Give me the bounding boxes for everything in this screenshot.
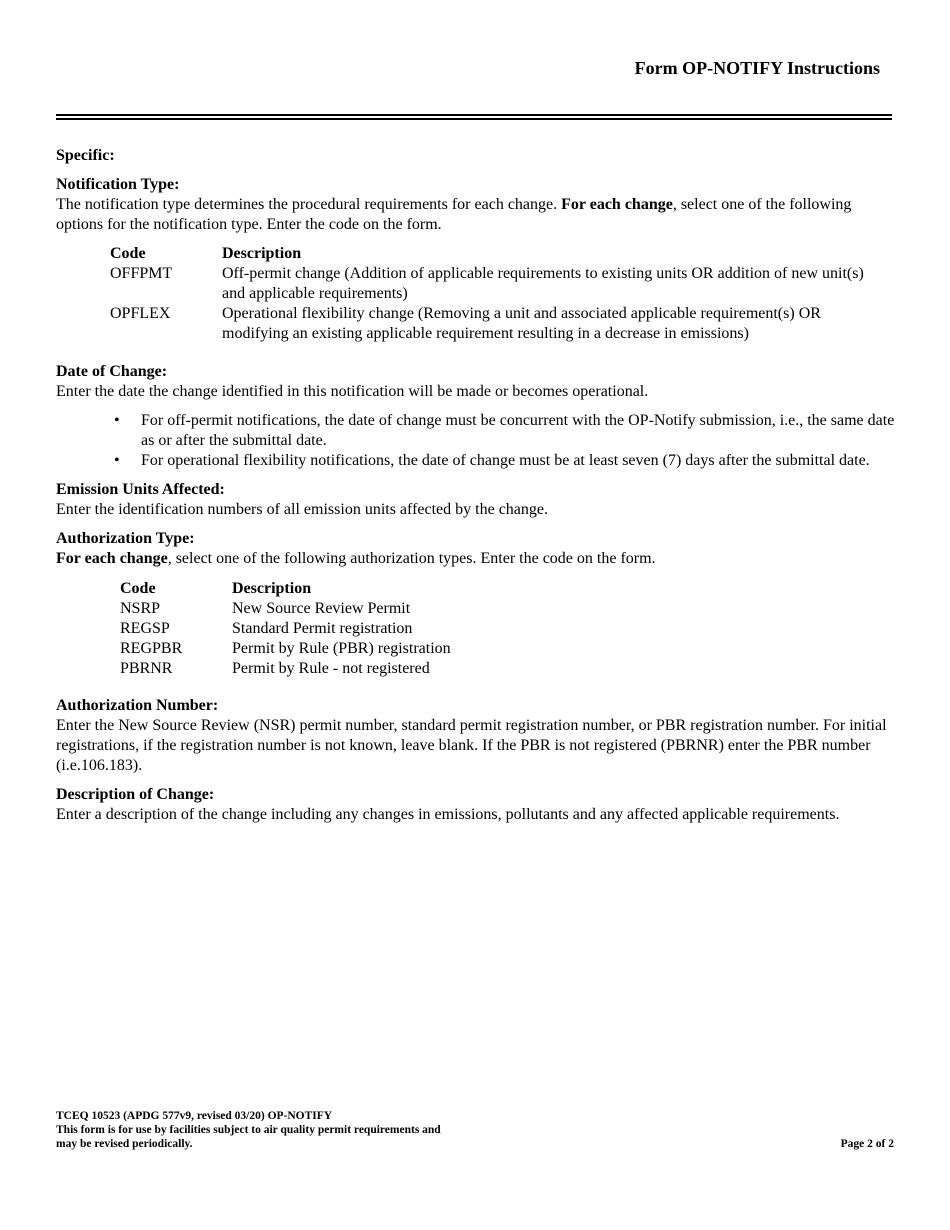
description-cell: Permit by Rule - not registered [232,660,430,677]
form-title: Form OP-NOTIFY Instructions [634,58,880,78]
table-row [110,264,872,304]
authorization-type-heading: Authorization Type: [56,530,195,547]
description-of-change-section [56,785,896,825]
emission-units-text: Enter the identification numbers of all emission units affected by the change. [56,501,548,518]
authorization-number-section [56,696,896,776]
description-column-header: Description [232,580,312,597]
description-column-header: Description [222,245,302,262]
table-row [120,619,451,639]
table-row [110,304,872,344]
description-cell: New Source Review Permit [232,600,411,617]
footer-form-id: TCEQ 10523 (APDG 577v9, revised 03/20) OP-NOTIFY [56,1110,333,1122]
code-column-header: Code [120,580,156,597]
authorization-type-section [56,529,896,679]
date-of-change-heading: Date of Change: [56,363,168,380]
bullet-icon: • [114,452,120,469]
authorization-number-text: Enter the New Source Review (NSR) permit number, standard permit registration number, or PBR registration number. For initial registrations, if the registration number is not known, leave blank. If the PBR is not registered (PBRNR) enter the PBR number (i.e.106.183). [56,717,887,774]
emission-units-heading: Emission Units Affected: [56,481,225,498]
code-cell: PBRNR [120,660,173,677]
list-item: • For off-permit notifications, the date of change must be concurrent with the OP-Notify submission, i.e., the same date as or after the submittal date. [114,412,895,449]
list-item: • For operational flexibility notifications, the date of change must be at least seven (7) days after the submittal date. [114,452,870,469]
description-of-change-heading: Description of Change: [56,786,215,803]
table-row [120,659,451,679]
authorization-type-text: For each change, select one of the following authorization types. Enter the code on the form. [56,550,656,567]
description-cell: Permit by Rule (PBR) registration [232,640,451,657]
footer-revision-note: may be revised periodically. [56,1138,193,1150]
code-cell: OPFLEX [110,305,171,322]
description-cell: Operational flexibility change (Removing a unit and associated applicable requirement(s) OR modifying an existing applicable requirement resulting in a decrease in emissions) [222,305,821,342]
description-of-change-text: Enter a description of the change including any changes in emissions, pollutants and any affected applicable requirements. [56,806,840,823]
emission-units-section [56,480,896,520]
header-rule-bottom [56,118,892,120]
footer-usage-note: This form is for use by facilities subject to air quality permit requirements and [56,1124,441,1136]
date-of-change-text: Enter the date the change identified in this notification will be made or becomes operational. [56,383,649,400]
code-cell: OFFPMT [110,265,173,282]
table-header-row [110,244,872,264]
description-cell: Standard Permit registration [232,620,413,637]
authorization-number-heading: Authorization Number: [56,697,219,714]
notification-type-section [56,175,896,344]
code-cell: REGPBR [120,640,183,657]
authorization-type-table [120,579,451,679]
page-number: Page 2 of 2 [840,1138,894,1150]
notification-type-text: The notification type determines the procedural requirements for each change. For each change, select one of the following options for the notification type. Enter the code on the form. [56,196,852,233]
notification-type-table [110,244,872,344]
table-header-row [120,579,451,599]
instructions-body [56,146,896,825]
code-cell: REGSP [120,620,170,637]
code-column-header: Code [110,245,146,262]
header-rule-top [56,114,892,116]
table-row [120,599,451,619]
code-cell: NSRP [120,600,161,617]
date-of-change-bullets [56,411,896,471]
bullet-icon: • [114,412,120,429]
form-footer [56,1109,441,1151]
specific-heading: Specific: [56,147,115,164]
table-row [120,639,451,659]
notification-type-heading: Notification Type: [56,176,180,193]
description-cell: Off-permit change (Addition of applicable requirements to existing units OR addition of new unit(s) and applicable requirements) [222,265,864,302]
date-of-change-section [56,362,896,471]
